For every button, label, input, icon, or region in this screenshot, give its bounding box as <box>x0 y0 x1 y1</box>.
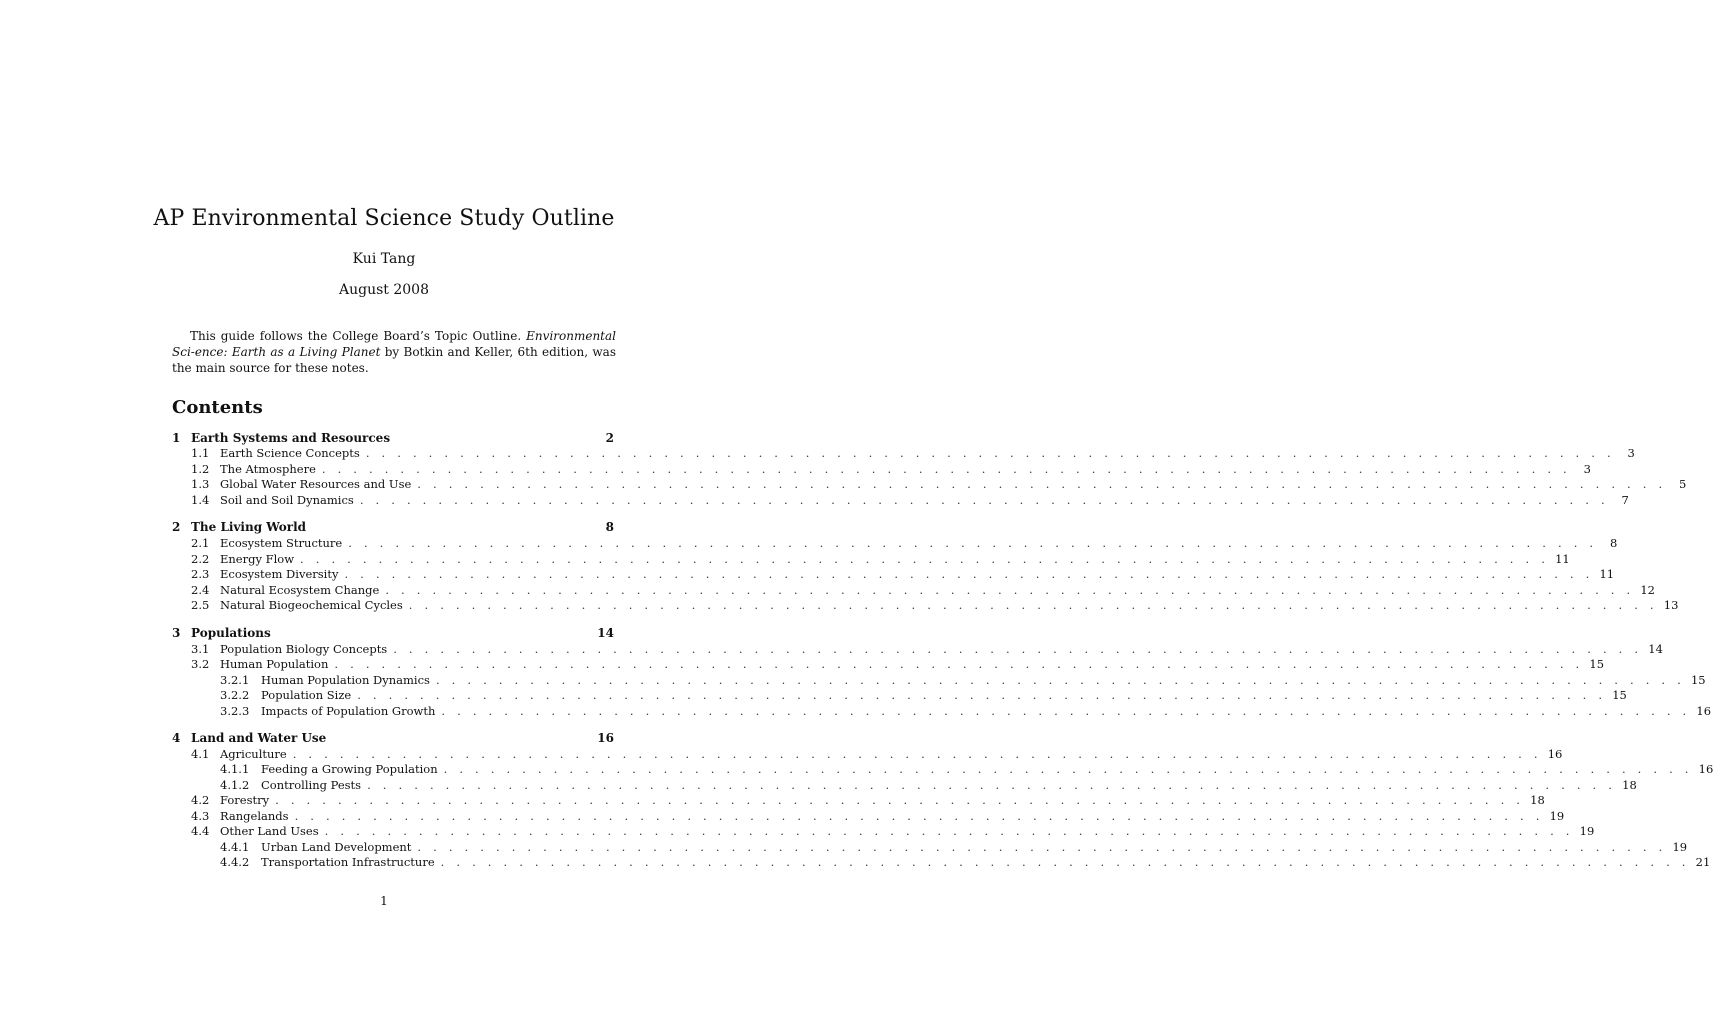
toc-entry-number: 1.4 <box>191 493 210 507</box>
toc-entry-title: Land and Water Use <box>191 731 327 745</box>
toc-dot-leader: . . . . . . . . . . . . . . . . . . . . . . . . . . . . . . . . . . . . . . . . . . . . . . . . . . . . . . . . . . . . . . . . . . . . . . . . . . . . . . . . <box>367 778 1617 792</box>
toc-entry-number: 4.1.2 <box>220 778 250 792</box>
toc-dot-leader: . . . . . . . . . . . . . . . . . . . . . . . . . . . . . . . . . . . . . . . . . . . . . . . . . . . . . . . . . . . . . . . . . . . . . . . . . . . . . . . . <box>357 688 1607 702</box>
toc-entry-number: 2.5 <box>191 598 210 612</box>
toc-entry-title: Earth Science Concepts <box>220 446 360 460</box>
toc-entry-number: 4.3 <box>191 809 210 823</box>
toc-entry-number: 3.2.2 <box>220 688 250 702</box>
toc-entry-page: 19 <box>1579 824 1595 838</box>
toc-dot-leader: . . . . . . . . . . . . . . . . . . . . . . . . . . . . . . . . . . . . . . . . . . . . . . . . . . . . . . . . . . . . . . . . . . . . . . . . . . . . . . . . <box>359 493 1609 507</box>
toc-dot-leader: . . . . . . . . . . . . . . . . . . . . . . . . . . . . . . . . . . . . . . . . . . . . . . . . . . . . . . . . . . . . . . . . . . . . . . . . . . . . . . . . <box>417 840 1667 854</box>
toc-dot-leader: . . . . . . . . . . . . . . . . . . . . . . . . . . . . . . . . . . . . . . . . . . . . . . . . . . . . . . . . . . . . . . . . . . . . . . . . . . . . . . . . <box>275 793 1525 807</box>
toc-entry-number: 4.4.2 <box>220 855 250 869</box>
toc-entry-number: 3.1 <box>191 642 210 656</box>
toc-entry-title: Feeding a Growing Population <box>261 762 438 776</box>
abstract-text-part1: This guide follows the College Board’s Topic Outline. <box>190 329 527 343</box>
toc-subsection-row[interactable] <box>172 493 1629 508</box>
toc-entry-page: 15 <box>1690 673 1706 687</box>
toc-subsection-row[interactable] <box>172 477 1687 492</box>
toc-entry-number: 2.4 <box>191 583 210 597</box>
toc-entry-title: Human Population Dynamics <box>261 673 430 687</box>
toc-subsection-row[interactable] <box>172 598 1679 613</box>
toc-entry-page: 16 <box>1547 747 1563 761</box>
toc-section-row[interactable] <box>172 520 614 535</box>
toc-entry-title: Natural Biogeochemical Cycles <box>220 598 403 612</box>
toc-entry-title: Energy Flow <box>220 552 295 566</box>
page-number: 1 <box>380 894 388 908</box>
toc-entry-page: 15 <box>1612 688 1627 702</box>
toc-entry-page: 8 <box>605 520 614 534</box>
toc-entry-title: Controlling Pests <box>261 778 362 792</box>
toc-dot-leader: . . . . . . . . . . . . . . . . . . . . . . . . . . . . . . . . . . . . . . . . . . . . . . . . . . . . . . . . . . . . . . . . . . . . . . . . . . . . . . . . <box>344 567 1594 581</box>
toc-entry-page: 18 <box>1622 778 1637 792</box>
abstract-book-title: Environmental Sci-ence: Earth as a Living Planet <box>172 329 616 359</box>
toc-entry-page: 8 <box>1609 536 1618 550</box>
toc-subsubsection-row[interactable] <box>172 762 1713 777</box>
toc-entry-page: 14 <box>597 626 614 640</box>
toc-entry-page: 19 <box>1672 840 1688 854</box>
toc-dot-leader: . . . . . . . . . . . . . . . . . . . . . . . . . . . . . . . . . . . . . . . . . . . . . . . . . . . . . . . . . . . . . . . . . . . . . . . . . . . . . . . . <box>294 809 1544 823</box>
toc-dot-leader: . . . . . . . . . . . . . . . . . . . . . . . . . . . . . . . . . . . . . . . . . . . . . . . . . . . . . . . . . . . . . . . . . . . . . . . . . . . . . . . . <box>334 657 1584 671</box>
toc-entry-title: Forestry <box>220 793 270 807</box>
toc-dot-leader: . . . . . . . . . . . . . . . . . . . . . . . . . . . . . . . . . . . . . . . . . . . . . . . . . . . . . . . . . . . . . . . . . . . . . . . . . . . . . . . . <box>440 855 1690 869</box>
toc-subsection-row[interactable] <box>172 446 1635 461</box>
toc-entry-number: 3.2 <box>191 657 210 671</box>
toc-subsection-row[interactable] <box>172 536 1618 551</box>
toc-dot-leader: . . . . . . . . . . . . . . . . . . . . . . . . . . . . . . . . . . . . . . . . . . . . . . . . . . . . . . . . . . . . . . . . . . . . . . . . . . . . . . . . <box>417 477 1667 491</box>
toc-subsection-row[interactable] <box>172 567 1615 582</box>
toc-subsection-row[interactable] <box>172 657 1605 672</box>
toc-entry-title: Other Land Uses <box>220 824 319 838</box>
toc-entry-page: 19 <box>1549 809 1565 823</box>
toc-subsection-row[interactable] <box>172 824 1595 839</box>
abstract-text-part2: by Botkin and Keller, 6th edition, was the main source for these notes. <box>172 345 616 375</box>
toc-entry-title: Populations <box>191 626 271 640</box>
toc-subsection-row[interactable] <box>172 583 1655 598</box>
toc-entry-title: Human Population <box>220 657 329 671</box>
toc-entry-title: Ecosystem Structure <box>220 536 343 550</box>
toc-entry-number: 3 <box>172 626 181 640</box>
toc-subsubsection-row[interactable] <box>172 840 1688 855</box>
toc-entry-title: Impacts of Population Growth <box>261 704 436 718</box>
toc-entry-title: Agriculture <box>220 747 287 761</box>
toc-entry-number: 4.1 <box>191 747 210 761</box>
toc-dot-leader: . . . . . . . . . . . . . . . . . . . . . . . . . . . . . . . . . . . . . . . . . . . . . . . . . . . . . . . . . . . . . . . . . . . . . . . . . . . . . . . . <box>324 824 1574 838</box>
toc-entry-page: 13 <box>1663 598 1679 612</box>
toc-entry-title: Earth Systems and Resources <box>191 431 391 445</box>
toc-entry-number: 4 <box>172 731 181 745</box>
toc-entry-number: 4.4.1 <box>220 840 250 854</box>
toc-entry-number: 3.2.3 <box>220 704 250 718</box>
toc-entry-title: The Living World <box>191 520 307 534</box>
toc-entry-page: 7 <box>1621 493 1629 507</box>
toc-entry-page: 14 <box>1648 642 1663 656</box>
toc-entry-title: Urban Land Development <box>261 840 412 854</box>
toc-entry-title: Rangelands <box>220 809 289 823</box>
toc-entry-title: Population Size <box>261 688 352 702</box>
toc-dot-leader: . . . . . . . . . . . . . . . . . . . . . . . . . . . . . . . . . . . . . . . . . . . . . . . . . . . . . . . . . . . . . . . . . . . . . . . . . . . . . . . . <box>441 704 1691 718</box>
toc-entry-page: 18 <box>1530 793 1545 807</box>
toc-entry-page: 11 <box>1555 552 1570 566</box>
toc-entry-number: 2.1 <box>191 536 210 550</box>
toc-dot-leader: . . . . . . . . . . . . . . . . . . . . . . . . . . . . . . . . . . . . . . . . . . . . . . . . . . . . . . . . . . . . . . . . . . . . . . . . . . . . . . . . <box>348 536 1598 550</box>
toc-subsubsection-row[interactable] <box>172 688 1627 703</box>
toc-entry-page: 2 <box>605 431 614 445</box>
toc-dot-leader: . . . . . . . . . . . . . . . . . . . . . . . . . . . . . . . . . . . . . . . . . . . . . . . . . . . . . . . . . . . . . . . . . . . . . . . . . . . . . . . . <box>300 552 1550 566</box>
toc-subsection-row[interactable] <box>172 642 1663 657</box>
toc-entry-title: The Atmosphere <box>220 462 316 476</box>
toc-dot-leader: . . . . . . . . . . . . . . . . . . . . . . . . . . . . . . . . . . . . . . . . . . . . . . . . . . . . . . . . . . . . . . . . . . . . . . . . . . . . . . . . <box>385 583 1635 597</box>
toc-entry-page: 16 <box>597 731 614 745</box>
toc-entry-title: Ecosystem Diversity <box>220 567 339 581</box>
toc-entry-title: Transportation Infrastructure <box>261 855 435 869</box>
toc-entry-title: Population Biology Concepts <box>220 642 388 656</box>
toc-entry-number: 1.2 <box>191 462 210 476</box>
toc-subsubsection-row[interactable] <box>172 704 1712 719</box>
toc-entry-title: Global Water Resources and Use <box>220 477 412 491</box>
toc-dot-leader: . . . . . . . . . . . . . . . . . . . . . . . . . . . . . . . . . . . . . . . . . . . . . . . . . . . . . . . . . . . . . . . . . . . . . . . . . . . . . . . . <box>365 446 1615 460</box>
toc-entry-number: 2.3 <box>191 567 210 581</box>
toc-entry-page: 11 <box>1599 567 1615 581</box>
toc-entry-number: 4.2 <box>191 793 210 807</box>
toc-entry-number: 4.1.1 <box>220 762 250 776</box>
toc-entry-page: 12 <box>1640 583 1655 597</box>
toc-entry-page: 15 <box>1589 657 1605 671</box>
toc-subsubsection-row[interactable] <box>172 855 1711 870</box>
toc-dot-leader: . . . . . . . . . . . . . . . . . . . . . . . . . . . . . . . . . . . . . . . . . . . . . . . . . . . . . . . . . . . . . . . . . . . . . . . . . . . . . . . . <box>435 673 1685 687</box>
toc-entry-number: 1.3 <box>191 477 210 491</box>
toc-entry-page: 5 <box>1678 477 1687 491</box>
toc-entry-number: 1 <box>172 431 181 445</box>
toc-dot-leader: . . . . . . . . . . . . . . . . . . . . . . . . . . . . . . . . . . . . . . . . . . . . . . . . . . . . . . . . . . . . . . . . . . . . . . . . . . . . . . . . <box>292 747 1542 761</box>
document-date: August 2008 <box>339 282 429 298</box>
document-title: AP Environmental Science Study Outline <box>153 206 615 231</box>
toc-subsection-row[interactable] <box>172 747 1563 762</box>
toc-section-row[interactable] <box>172 626 614 641</box>
toc-entry-title: Soil and Soil Dynamics <box>220 493 354 507</box>
toc-entry-number: 1.1 <box>191 446 210 460</box>
abstract-paragraph <box>172 328 616 376</box>
toc-dot-leader: . . . . . . . . . . . . . . . . . . . . . . . . . . . . . . . . . . . . . . . . . . . . . . . . . . . . . . . . . . . . . . . . . . . . . . . . . . . . . . . . <box>321 462 1571 476</box>
toc-entry-page: 3 <box>1583 462 1591 476</box>
toc-entry-number: 2.2 <box>191 552 210 566</box>
toc-subsection-row[interactable] <box>172 793 1545 808</box>
toc-subsection-row[interactable] <box>172 552 1570 567</box>
toc-entry-page: 16 <box>1698 762 1713 776</box>
toc-dot-leader: . . . . . . . . . . . . . . . . . . . . . . . . . . . . . . . . . . . . . . . . . . . . . . . . . . . . . . . . . . . . . . . . . . . . . . . . . . . . . . . . <box>443 762 1693 776</box>
toc-entry-title: Natural Ecosystem Change <box>220 583 380 597</box>
toc-entry-page: 21 <box>1695 855 1711 869</box>
toc-dot-leader: . . . . . . . . . . . . . . . . . . . . . . . . . . . . . . . . . . . . . . . . . . . . . . . . . . . . . . . . . . . . . . . . . . . . . . . . . . . . . . . . <box>393 642 1643 656</box>
toc-entry-number: 2 <box>172 520 181 534</box>
toc-subsubsection-row[interactable] <box>172 673 1706 688</box>
toc-subsection-row[interactable] <box>172 462 1591 477</box>
toc-section-row[interactable] <box>172 431 614 446</box>
toc-section-row[interactable] <box>172 731 614 746</box>
toc-dot-leader: . . . . . . . . . . . . . . . . . . . . . . . . . . . . . . . . . . . . . . . . . . . . . . . . . . . . . . . . . . . . . . . . . . . . . . . . . . . . . . . . <box>408 598 1658 612</box>
toc-entry-number: 4.4 <box>191 824 210 838</box>
toc-entry-page: 3 <box>1627 446 1635 460</box>
toc-subsection-row[interactable] <box>172 809 1565 824</box>
document-author: Kui Tang <box>352 251 416 267</box>
toc-entry-number: 3.2.1 <box>220 673 250 687</box>
toc-entry-page: 16 <box>1696 704 1712 718</box>
toc-subsubsection-row[interactable] <box>172 778 1637 793</box>
contents-heading: Contents <box>172 397 263 418</box>
